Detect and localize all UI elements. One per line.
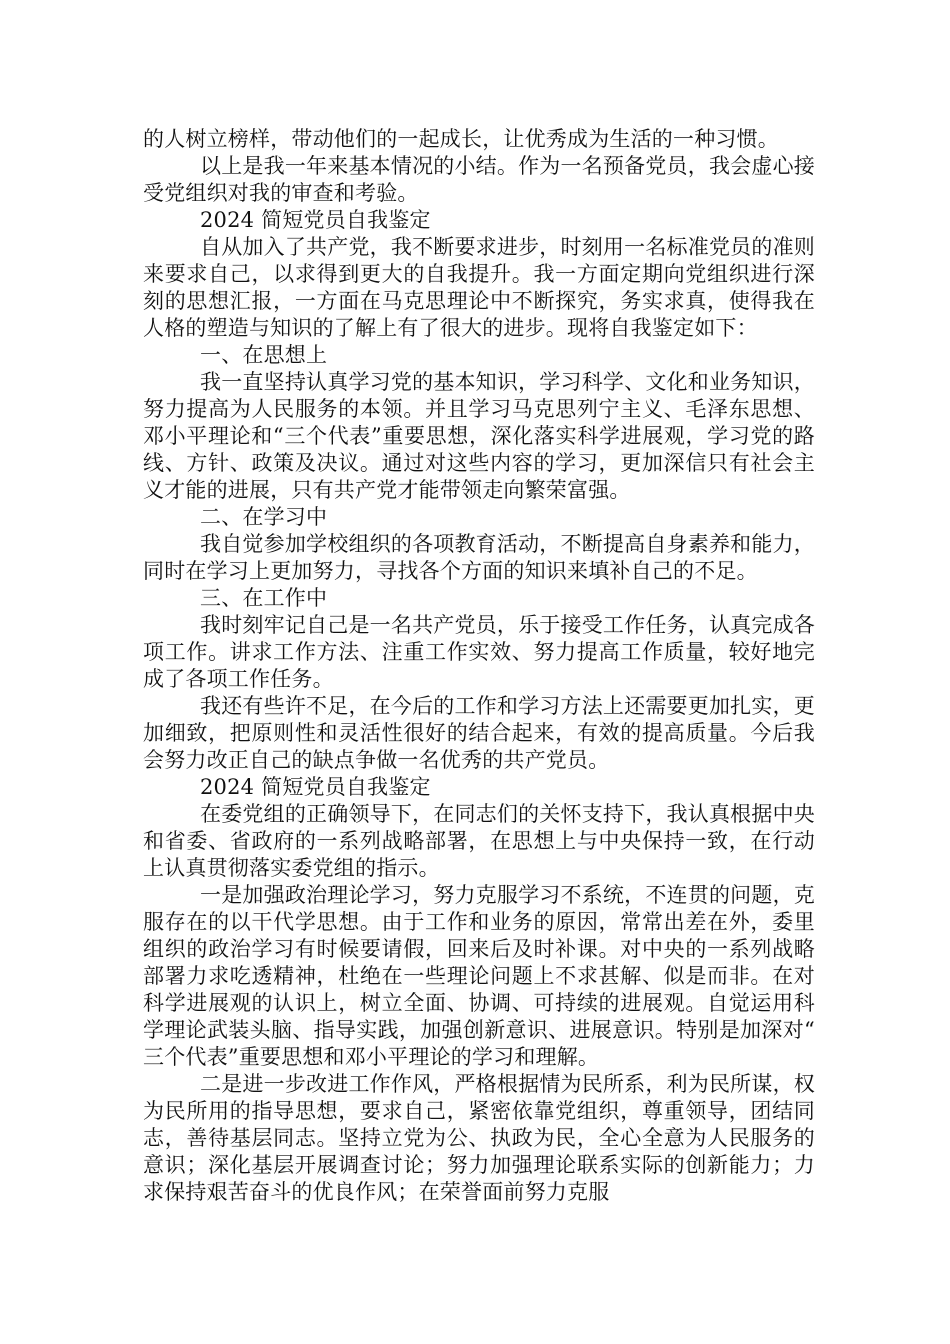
- paragraph: 以上是我一年来基本情况的小结。作为一名预备党员，我会虚心接受党组织对我的审查和考验。: [143, 154, 815, 205]
- paragraph: 二是进一步改进工作作风，严格根据情为民所系，利为民所谋，权为民所用的指导思想，要求自己，紧密依靠党组织，尊重领导，团结同志，善待基层同志。坚持立党为公、执政为民，全心全意为人民服务的意识；深化基层开展调查讨论；努力加强理论联系实际的创新能力；力求保持艰苦奋斗的优良作风；在荣誉面前努力克服: [143, 1072, 815, 1204]
- paragraph: 我一直坚持认真学习党的基本知识，学习科学、文化和业务知识，努力提高为人民服务的本领。并且学习马克思列宁主义、毛泽东思想、邓小平理论和“三个代表”重要思想，深化落实科学进展观，学习党的路线、方针、政策及决议。通过对这些内容的学习，更加深信只有社会主义才能的进展，只有共产党才能带领走向繁荣富强。: [143, 370, 815, 502]
- paragraph: 我时刻牢记自己是一名共产党员，乐于接受工作任务，认真完成各项工作。讲求工作方法、注重工作实效、努力提高工作质量，较好地完成了各项工作任务。: [143, 613, 815, 691]
- paragraph: 自从加入了共产党，我不断要求进步，时刻用一名标准党员的准则来要求自己，以求得到更大的自我提升。我一方面定期向党组织进行深刻的思想汇报，一方面在马克思理论中不断探究，务实求真，使得我在人格的塑造与知识的了解上有了很大的进步。现将自我鉴定如下：: [143, 235, 815, 340]
- paragraph: 在委党组的正确领导下，在同志们的关怀支持下，我认真根据中央和省委、省政府的一系列战略部署，在思想上与中央保持一致，在行动上认真贯彻落实委党组的指示。: [143, 802, 815, 880]
- section-heading: 二、在学习中: [200, 505, 328, 529]
- section-title: 2024 简短党员自我鉴定: [200, 775, 431, 799]
- section-heading: 一、在思想上: [200, 343, 328, 367]
- section-heading: 三、在工作中: [200, 586, 328, 610]
- paragraph: 一是加强政治理论学习，努力克服学习不系统，不连贯的问题，克服存在的以干代学思想。由于工作和业务的原因，常常出差在外，委里组织的政治学习有时候要请假，回来后及时补课。对中央的一系列战略部署力求吃透精神，杜绝在一些理论问题上不求甚解、似是而非。在对科学进展观的认识上，树立全面、协调、可持续的进展观。自觉运用科学理论武装头脑、指导实践，加强创新意识、进展意识。特别是加深对“三个代表”重要思想和邓小平理论的学习和理解。: [143, 883, 815, 1069]
- paragraph: 的人树立榜样，带动他们的一起成长，让优秀成为生活的一种习惯。: [143, 127, 779, 151]
- paragraph: 我还有些许不足，在今后的工作和学习方法上还需要更加扎实，更加细致，把原则性和灵活性很好的结合起来，有效的提高质量。今后我会努力改正自己的缺点争做一名优秀的共产党员。: [143, 694, 815, 772]
- document-body: [143, 126, 815, 1206]
- paragraph: 我自觉参加学校组织的各项教育活动，不断提高自身素养和能力，同时在学习上更加努力，寻找各个方面的知识来填补自己的不足。: [143, 532, 815, 583]
- section-title: 2024 简短党员自我鉴定: [200, 208, 431, 232]
